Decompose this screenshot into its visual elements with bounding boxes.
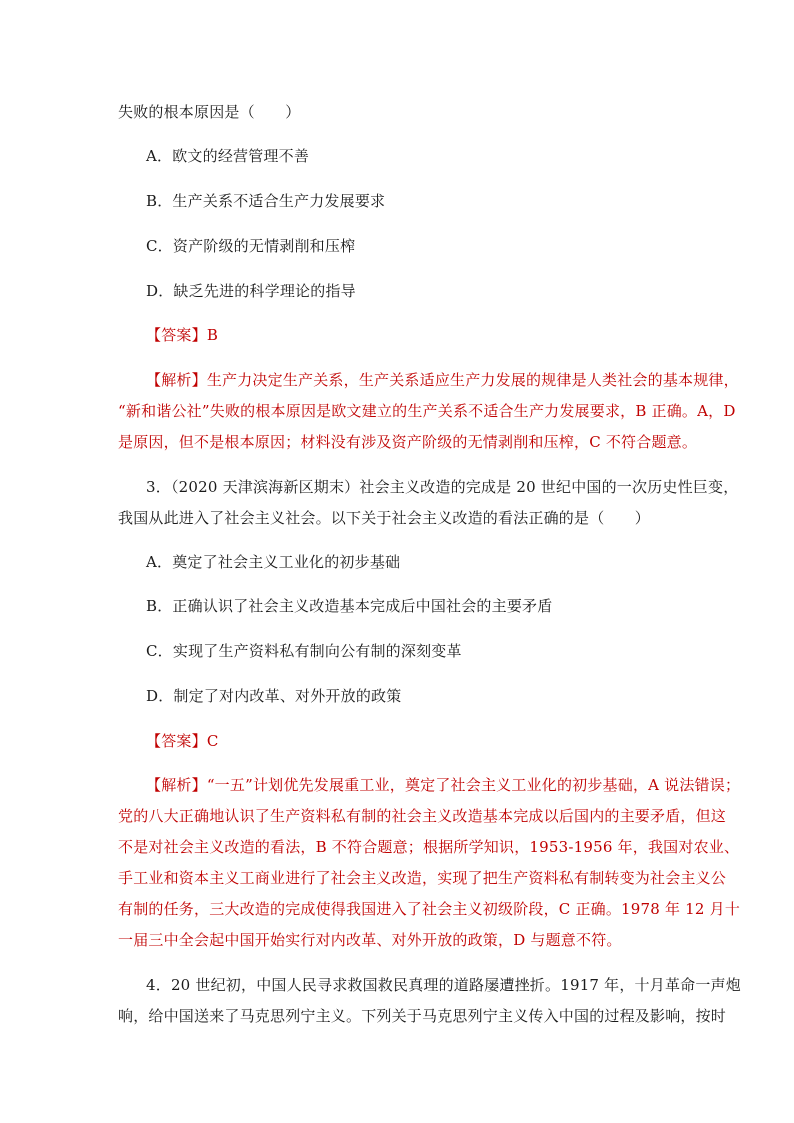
q3-option-b: B．正确认识了社会主义改造基本完成后中国社会的主要矛盾 — [146, 597, 553, 615]
q4-stem-line-1: 4．20 世纪初，中国人民寻求救国救民真理的道路屡遭挫折。1917 年，十月革命一声炮 — [146, 976, 741, 994]
q2-analysis-text-1: 生产力决定生产关系，生产关系适应生产力发展的规律是人类社会的基本规律， — [206, 371, 739, 389]
q2-analysis-line-1 — [146, 370, 739, 390]
q2-answer — [146, 325, 218, 345]
q3-analysis-line-5: 有制的任务，三大改造的完成使得我国进入了社会主义初级阶段，C 正确。1978 年 12 月十 — [118, 900, 741, 918]
q2-option-b: B．生产关系不适合生产力发展要求 — [146, 192, 386, 210]
q3-answer — [146, 731, 219, 751]
q3-option-d: D．制定了对内改革、对外开放的政策 — [146, 687, 402, 705]
q2-answer-value: B — [206, 326, 219, 344]
q2-option-d: D．缺乏先进的科学理论的指导 — [146, 282, 356, 300]
q2-analysis-line-3: 是原因，但不是根本原因；材料没有涉及资产阶级的无情剥削和压榨，C 不符合题意。 — [118, 433, 698, 451]
q2-stem-tail: 失败的根本原因是（ ） — [118, 103, 301, 121]
q3-answer-value: C — [206, 732, 219, 750]
q3-option-c: C．实现了生产资料私有制向公有制的深刻变革 — [146, 642, 462, 660]
q2-analysis-line-2: “新和谐公社”失败的根本原因是欧文建立的生产关系不适合生产力发展要求，B 正确。A，D — [118, 402, 736, 420]
q2-analysis-tag: 【解析】 — [146, 371, 207, 389]
q3-option-a: A．奠定了社会主义工业化的初步基础 — [146, 553, 401, 571]
q2-option-a: A．欧文的经营管理不善 — [146, 147, 310, 165]
q3-answer-tag: 【答案】 — [146, 732, 207, 750]
q3-analysis-line-2: 党的八大正确地认识了生产资料私有制的社会主义改造基本完成以后国内的主要矛盾，但这 — [118, 807, 727, 825]
q4-stem-line-2: 响，给中国送来了马克思列宁主义。下列关于马克思列宁主义传入中国的过程及影响，按时 — [118, 1007, 727, 1025]
q3-analysis-tag: 【解析】 — [146, 776, 207, 794]
q3-analysis-line-1 — [146, 775, 740, 795]
q3-stem-line-1: 3．（2020 天津滨海新区期末）社会主义改造的完成是 20 世纪中国的一次历史性巨变， — [146, 478, 739, 496]
q2-answer-tag: 【答案】 — [146, 326, 207, 344]
q3-stem-line-2: 我国从此进入了社会主义社会。以下关于社会主义改造的看法正确的是（ ） — [118, 509, 651, 527]
q3-analysis-line-3: 不是对社会主义改造的看法，B 不符合题意；根据所学知识，1953-1956 年，我国对农业、 — [118, 838, 740, 856]
q3-analysis-line-6: 一届三中全会起中国开始实行对内改革、对外开放的政策，D 与题意不符。 — [118, 931, 622, 949]
q3-analysis-text-1: “一五”计划优先发展重工业，奠定了社会主义工业化的初步基础，A 说法错误； — [206, 776, 741, 794]
q2-option-c: C．资产阶级的无情剥削和压榨 — [146, 237, 356, 255]
q3-analysis-line-4: 手工业和资本主义工商业进行了社会主义改造，实现了把生产资料私有制转变为社会主义公 — [118, 869, 727, 887]
